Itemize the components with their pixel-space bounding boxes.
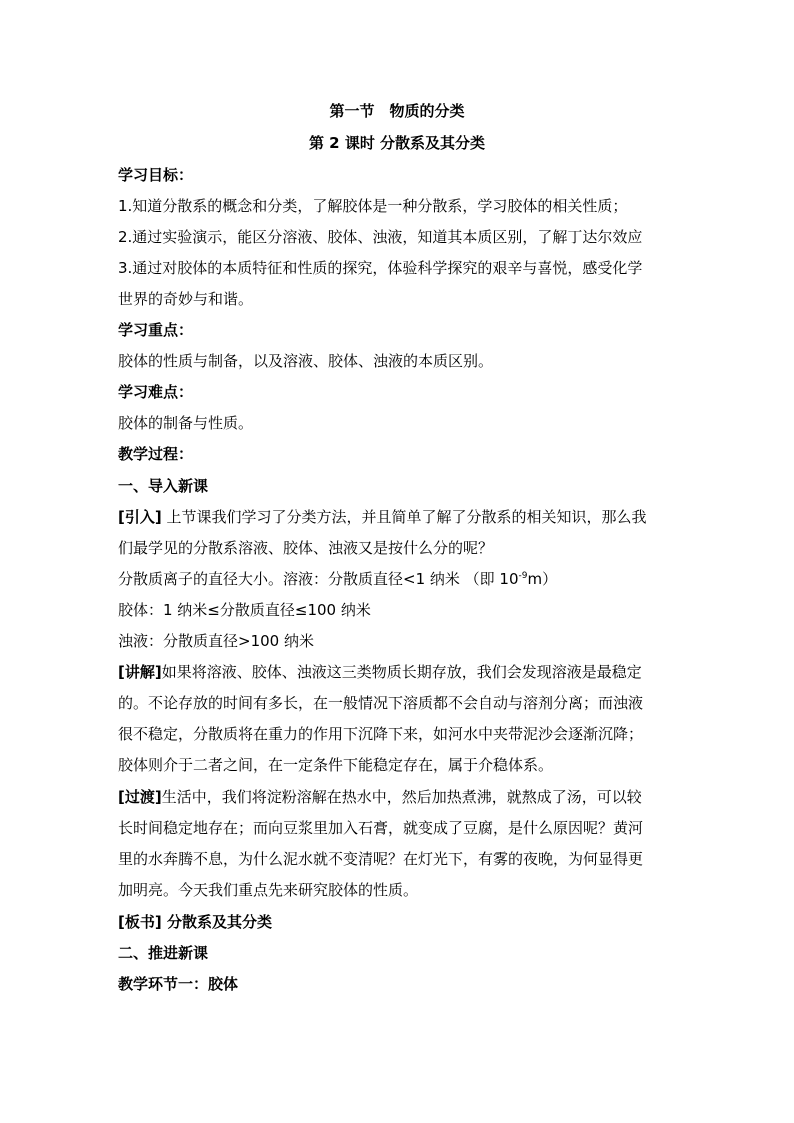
- lecture-text: 很不稳定，分散质将在重力的作用下沉降下来，如河水中夹带泥沙会逐渐沉降；: [118, 725, 644, 743]
- part2-heading: 二、推进新课: [118, 944, 209, 962]
- intro-text: 上节课我们学习了分类方法，并且简单了解了分散系的相关知识，那么我: [161, 508, 647, 526]
- criteria-text: 分散质离子的直径大小。溶液：分散质直径<1 纳米 （即 10: [118, 570, 519, 588]
- section-title: 第一节 物质的分类: [329, 102, 465, 120]
- intro-text: 们最学见的分散系溶液、胶体、浊液又是按什么分的呢？: [118, 539, 494, 557]
- difficulties-text: 胶体的制备与性质。: [118, 414, 254, 432]
- difficulties-heading: 学习难点：: [118, 383, 194, 401]
- objectives-heading: 学习目标：: [118, 166, 194, 184]
- key-points-text: 胶体的性质与制备，以及溶液、胶体、浊液的本质区别。: [118, 352, 494, 370]
- transition-text: 里的水奔腾不息，为什么泥水就不变清呢？在灯光下，有雾的夜晚，为何显得更: [118, 850, 644, 868]
- part1-heading: 一、导入新课: [118, 477, 209, 495]
- objective-item: 3.通过对胶体的本质特征和性质的探究，体验科学探究的艰辛与喜悦，感受化学: [118, 259, 643, 277]
- transition-text: 加明亮。今天我们重点先来研究胶体的性质。: [118, 881, 419, 899]
- lecture-paragraph-line: [118, 662, 642, 682]
- key-points-heading: 学习重点：: [118, 321, 194, 339]
- process-heading: 教学过程：: [118, 445, 194, 463]
- intro-paragraph-line: [118, 507, 647, 527]
- suspension-criteria: 浊液：分散质直径>100 纳米: [118, 632, 314, 650]
- board-tag: [板书]: [118, 913, 162, 931]
- colloid-criteria: 胶体：1 纳米≤分散质直径≤100 纳米: [118, 601, 371, 619]
- lesson-title: 第 2 课时 分散系及其分类: [308, 134, 486, 152]
- objective-item: 2.通过实验演示，能区分溶液、胶体、浊液，知道其本质区别，了解丁达尔效应: [118, 228, 643, 246]
- objective-item: 1.知道分散系的概念和分类，了解胶体是一种分散系，学习胶体的相关性质；: [118, 197, 628, 215]
- transition-text: 生活中，我们将淀粉溶解在热水中，然后加热煮沸，就熬成了汤，可以较: [161, 788, 642, 806]
- transition-text: 长时间稳定地存在；而向豆浆里加入石膏，就变成了豆腐，是什么原因呢？黄河: [118, 819, 644, 837]
- criteria-exponent: -9: [518, 571, 528, 581]
- transition-paragraph-line: [118, 787, 642, 807]
- segment1-heading: 教学环节一：胶体: [118, 975, 239, 993]
- lecture-tag: [讲解]: [118, 663, 162, 681]
- lecture-text: 胶体则介于二者之间，在一定条件下能稳定存在，属于介稳体系。: [118, 756, 554, 774]
- lecture-text: 如果将溶液、胶体、浊液这三类物质长期存放，我们会发现溶液是最稳定: [161, 663, 642, 681]
- board-line: [118, 912, 272, 932]
- objective-item: 世界的奇妙与和谐。: [118, 290, 254, 308]
- lecture-text: 的。不论存放的时间有多长，在一般情况下溶质都不会自动与溶剂分离；而浊液: [118, 694, 644, 712]
- board-text: 分散系及其分类: [161, 913, 272, 931]
- transition-tag: [过渡]: [118, 788, 162, 806]
- intro-tag: [引入]: [118, 508, 162, 526]
- criteria-line: [118, 569, 557, 589]
- criteria-unit: m）: [527, 570, 558, 588]
